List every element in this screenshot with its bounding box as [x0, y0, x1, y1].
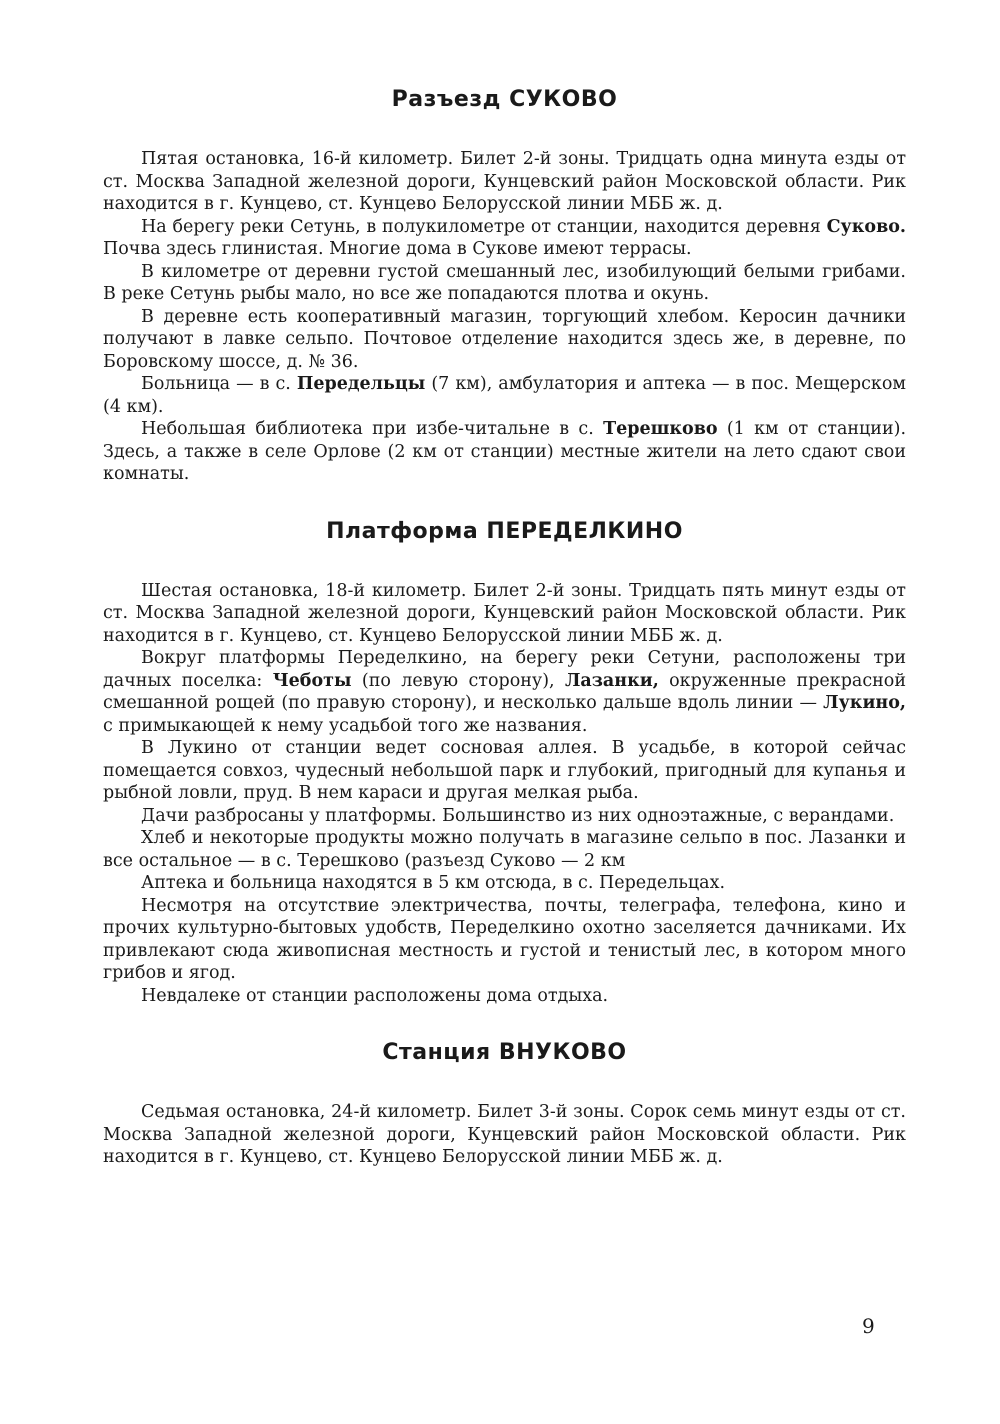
- paragraph: Больница — в с. Передельцы (7 км), амбулатория и аптека — в пос. Мещерском (4 км).: [103, 374, 906, 417]
- bold-place-name: Передельцы: [296, 374, 426, 394]
- paragraph: В Лукино от станции ведет сосновая аллея. В усадьбе, в которой сейчас помещается совхоз, чудесный небольшой парк и глубокий, пригодный для купанья и рыбной ловли, пруд. В нем караси и другая мелкая рыба.: [103, 738, 906, 803]
- bold-place-name: Чеботы: [272, 670, 352, 691]
- paragraph: Несмотря на отсутствие электричества, почты, телеграфа, телефона, кино и прочих культурно-бытовых удобств, Переделкино охотно заселяется дачниками. Их привлекают сюда живописная местность и густой и тенистый лес, в котором много грибов и ягод.: [103, 895, 906, 983]
- paragraph: В километре от деревни густой смешанный лес, изобилующий белыми грибами. В реке Сетунь рыбы мало, но все же попадаются плотва и окунь.: [103, 261, 906, 304]
- page-number: 9: [862, 1314, 875, 1338]
- section-vnukovo: [103, 1033, 906, 1169]
- section-heading: Станция ВНУКОВО: [382, 1040, 627, 1065]
- bold-place-name: Терешково: [603, 419, 718, 439]
- paragraph: Хлеб и некоторые продукты можно получать в магазине сельпо в пос. Лазанки и все остальное — в с. Терешково (разъезд Суково — 2 км: [103, 828, 906, 871]
- section-heading: Разъезд СУКОВО: [391, 87, 618, 112]
- paragraph: Аптека и больница находятся в 5 км отсюда, в с. Передельцах.: [141, 873, 726, 893]
- bold-place-name: Лазанки,: [564, 670, 659, 691]
- section-peredelkino: [103, 512, 906, 1008]
- bold-place-name: Суково.: [826, 216, 906, 237]
- section-sukovo: [103, 80, 906, 486]
- page-content: [103, 80, 906, 1195]
- paragraph: Невдалеке от станции расположены дома отдыха.: [141, 985, 609, 1006]
- paragraph: Небольшая библиотека при избе-читальне в с. Терешково (1 км от станции). Здесь, а также в селе Орлове (2 км от станции) местные жители на лето сдают свои комнаты.: [103, 419, 907, 484]
- section-heading: Платформа ПЕРЕДЕЛКИНО: [326, 518, 683, 544]
- bold-place-name: Лукино,: [823, 693, 906, 713]
- paragraph: На берегу реки Сетунь, в полукилометре от станции, находится деревня Суково. Почва здесь глинистая. Многие дома в Сукове имеют террасы.: [103, 216, 906, 259]
- paragraph: В деревне есть кооперативный магазин, торгующий хлебом. Керосин дачники получают в лавке сельпо. Почтовое отделение находится здесь же, в деревне, по Боровскому шоссе, д. № 36.: [103, 306, 906, 372]
- paragraph: Седьмая остановка, 24-й километр. Билет 3-й зоны. Сорок семь минут езды от ст. Москва Западной железной дороги, Кунцевский район Московской области. Рик находится в г. Кунцево, ст. Кунцево Белорусской линии МББ ж. д.: [103, 1102, 906, 1167]
- paragraph: Дачи разбросаны у платформы. Большинство из них одноэтажные, с верандами.: [141, 805, 895, 826]
- paragraph: Шестая остановка, 18-й километр. Билет 2-й зоны. Тридцать пять минут езды от ст. Москва Западной железной дороги, Кунцевский район Московской области. Рик находится в г. Кунцево, ст. Кунцево Белорусской линии МББ ж. д.: [103, 580, 906, 646]
- paragraph: Пятая остановка, 16-й километр. Билет 2-й зоны. Тридцать одна минута езды от ст. Москва Западной железной дороги, Кунцевский район Московской области. Рик находится в г. Кунцево, ст. Кунцево Белорусской линии МББ ж. д.: [103, 149, 906, 214]
- paragraph: Вокруг платформы Переделкино, на берегу реки Сетуни, расположены три дачных поселка: Чеботы (по левую сторону), Лазанки, окруженные прекрасной смешанной рощей (по правую сторону), и несколько дальше вдоль линии — Лукино, с примыкающей к нему усадьбой того же названия.: [103, 648, 906, 736]
